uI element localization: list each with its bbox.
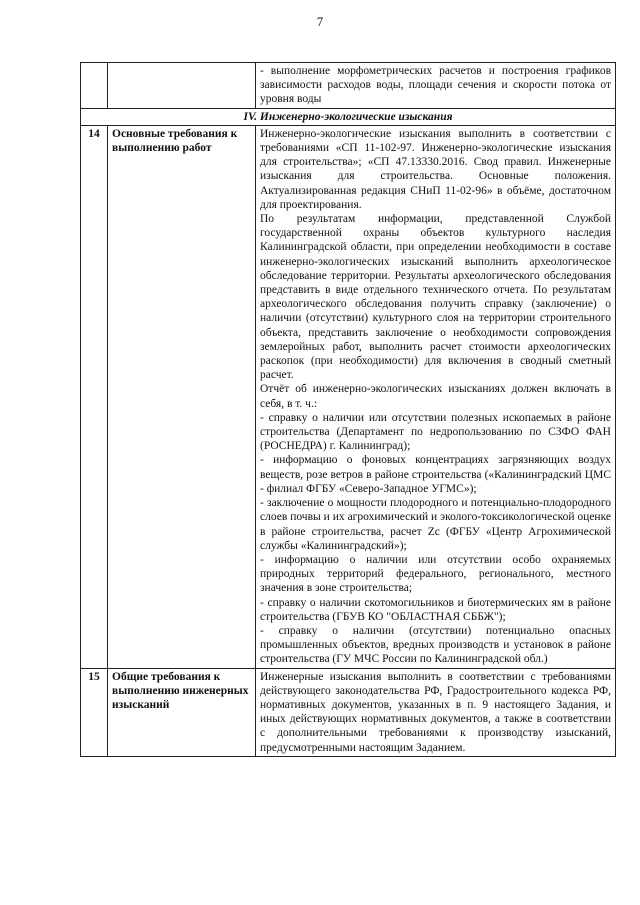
row-text-cell: Инженерные изыскания выполнить в соответствии с требованиями действующего законодательства РФ, Градостроительного кодекса РФ, нормативных документов, указанных в п. 9 настоящего Задания, и иных действующих нормативных документов, а также в соответствии с дополнительными требованиями к производству изысканий, предусмотренными настоящим Заданием. bbox=[256, 668, 616, 756]
list-item: - справку о наличии или отсутствии полезных ископаемых в районе строительства (Департамент по недропользованию по СЗФО ФАН (РОСНЕДРА) г. Калининград); bbox=[260, 411, 611, 453]
row-label: Общие требования к выполнению инженерных изысканий bbox=[108, 668, 256, 756]
section-title: IV. Инженерно-экологические изыскания bbox=[81, 108, 616, 125]
list-item: - заключение о мощности плодородного и потенциально-плодородного слоев почвы и их агрохимический и эколого-токсикологической оценке в районе строительства, расчет Zc (ФГБУ «Центр Агрохимической службы «Калининградский»); bbox=[260, 497, 611, 552]
row-number: 15 bbox=[81, 668, 108, 756]
row-number: 14 bbox=[81, 125, 108, 668]
list-item: - информацию о наличии или отсутствии особо охраняемых природных территорий федерального, регионального, местного значения в зоне строительства; bbox=[260, 553, 611, 595]
page-number: 7 bbox=[316, 14, 324, 29]
section-header-row bbox=[81, 108, 616, 125]
table-row bbox=[81, 63, 616, 109]
requirements-table bbox=[80, 62, 616, 757]
row-label: Основные требования к выполнению работ bbox=[108, 125, 256, 668]
table-row bbox=[81, 125, 616, 668]
list-item: - информацию о фоновых концентрациях загрязняющих воздух веществ, розе ветров в районе строительства («Калининградский ЦМС - филиал ФГБУ «Северо-Западное УГМС»); bbox=[260, 454, 611, 495]
row-text-cell: - выполнение морфометрических расчетов и построения графиков зависимости расходов воды, площади сечения и скорости потока от уровня воды bbox=[256, 63, 616, 109]
row-text-cell bbox=[256, 125, 616, 668]
row-label-cell bbox=[108, 63, 256, 109]
row-number-cell bbox=[81, 63, 108, 109]
table-row bbox=[81, 668, 616, 756]
paragraph: Отчёт об инженерно-экологических изысканиях должен включать в себя, в т. ч.: bbox=[260, 383, 611, 410]
list-item: - справку о наличии (отсутствии) потенциально опасных промышленных объектов, вредных производств и установок в районе строительства (ГУ МЧС России по Калининградской обл.) bbox=[260, 624, 611, 666]
paragraph: По результатам информации, представленной Службой государственной охраны объектов культурного наследия Калининградской области, при определении необходимости в составе инженерно-экологических изысканий выполнить археологическое обследование территории. Результаты археологического обследования представить в виде отдельного технического отчета. По результатам археологического обследования получить справку (заключение) о наличии (отсутствии) культурного слоя на территории строительного объекта, представить заключение о необходимости сопровождения землеройных работ, выполнить расчет стоимости археологических раскопок (при необходимости) для включения в сводный сметный расчет. bbox=[260, 213, 611, 382]
list-item: - справку о наличии скотомогильников и биотермических ям в районе строительства (ГБУВ КО "ОБЛАСТНАЯ СББЖ"); bbox=[260, 596, 611, 623]
paragraph: Инженерно-экологические изыскания выполнить в соответствии с требованиями «СП 11-102-97. Инженерно-экологические изыскания для строительства»; «СП 47.13330.2016. Свод правил. Инженерные изыскания для строительства. Основные положения. Актуализированная редакция СНиП 11-02-96» в объёме, достаточном для проектирования. bbox=[260, 127, 611, 211]
